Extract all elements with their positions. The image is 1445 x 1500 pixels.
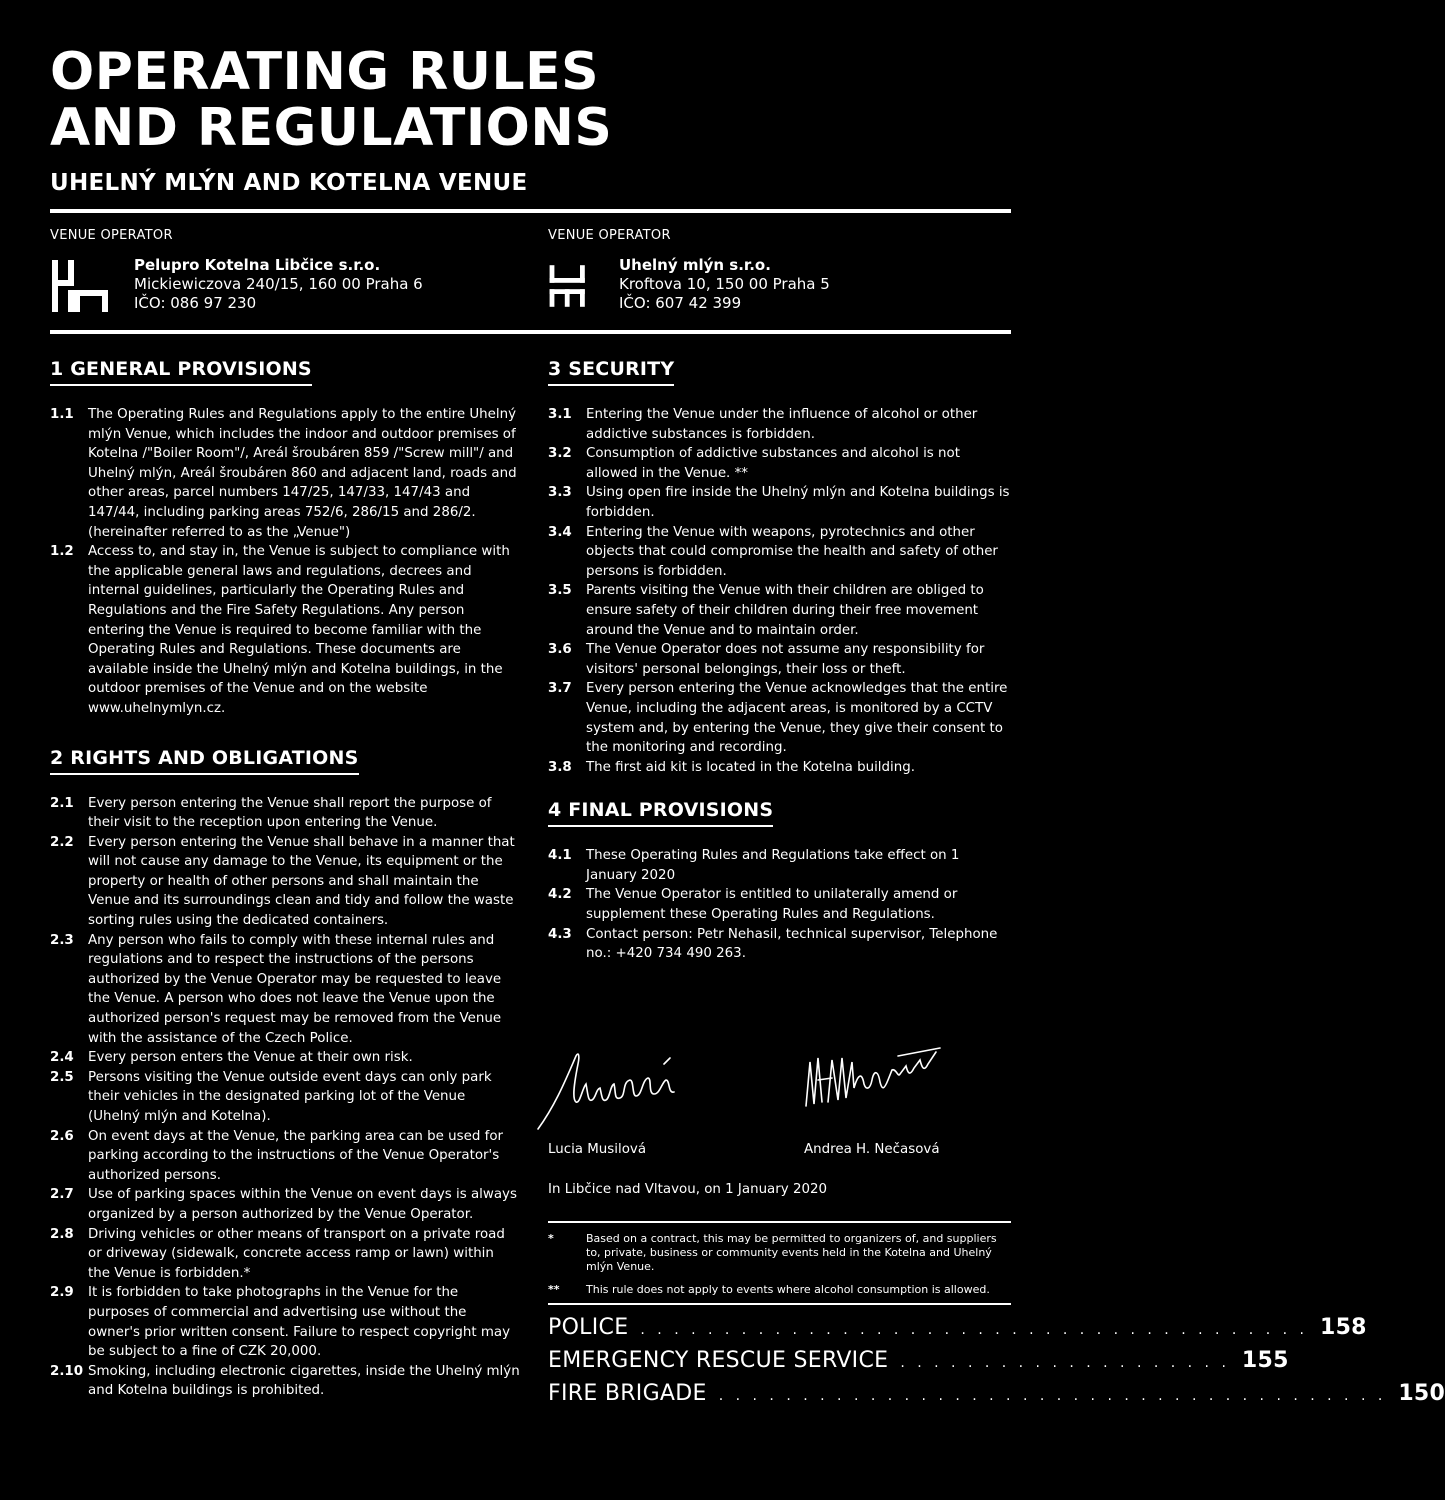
emergency-label: FIRE BRIGADE xyxy=(548,1380,707,1406)
place-and-date: In Libčice nad Vltavou, on 1 January 2020 xyxy=(548,1181,828,1197)
item-number: 2.8 xyxy=(50,1226,74,1242)
list-item xyxy=(548,483,1011,522)
page-title xyxy=(50,44,612,156)
item-text: Entering the Venue with weapons, pyrotechnics and other objects that could compromise the health and safety of other persons is forbidden. xyxy=(586,524,998,579)
item-number: 2.1 xyxy=(50,795,74,811)
item-text: Every person entering the Venue shall behave in a manner that will not cause any damage to the Venue, its equipment or the property or health of other persons and shall maintain the Venue and its surroundings clean and tidy and follow the waste sorting rules using the dedicated containers. xyxy=(88,834,515,929)
item-text: It is forbidden to take photographs in the Venue for the purposes of commercial and advertising use without the owner's prior written consent. Failure to respect copyright may be subject to a fine of CZK 20,000. xyxy=(88,1285,511,1360)
item-number: 2.9 xyxy=(50,1285,74,1301)
item-text: Consumption of addictive substances and alcohol is not allowed in the Venue. ** xyxy=(586,446,960,481)
item-text: Every person entering the Venue acknowledges that the entire Venue, including the adjacent areas, is monitored by a CCTV system and, by entering the Venue, they give their consent to the monitoring and recording. xyxy=(586,681,1008,756)
list-item xyxy=(548,640,1011,679)
emergency-numbers xyxy=(548,1314,1445,1414)
leader-dots: . . . . . . . . . . . . . . . . . . . . . . . . . . . . . . . . . . . . . . . . xyxy=(640,1321,1308,1338)
item-number: 1.2 xyxy=(50,544,74,560)
section-heading-general: 1 GENERAL PROVISIONS xyxy=(50,358,312,386)
list-item xyxy=(548,523,1011,582)
footnote-mark: ** xyxy=(548,1282,560,1296)
footnote xyxy=(548,1283,1011,1297)
emergency-number: 150 xyxy=(1398,1380,1445,1406)
item-number: 2.3 xyxy=(50,932,74,948)
list-item xyxy=(50,542,520,718)
item-text: These Operating Rules and Regulations take effect on 1 January 2020 xyxy=(586,848,960,883)
rights-obligations-list xyxy=(50,794,520,1401)
section-heading-rights: 2 RIGHTS AND OBLIGATIONS xyxy=(50,747,359,775)
item-text: The Venue Operator does not assume any responsibility for visitors' personal belongings, their loss or theft. xyxy=(586,642,985,677)
item-number: 2.2 xyxy=(50,834,74,850)
list-item xyxy=(548,444,1011,483)
list-item xyxy=(548,925,1011,964)
item-number: 2.5 xyxy=(50,1069,74,1085)
item-number: 1.1 xyxy=(50,407,74,422)
item-text: On event days at the Venue, the parking area can be used for parking according to the instructions of the Venue Operator's authorized persons. xyxy=(88,1128,504,1183)
uhelny-mlyn-logo-icon xyxy=(548,260,596,312)
item-text: Parents visiting the Venue with their children are obliged to ensure safety of their children during their free movement around the Venue and to maintain order. xyxy=(586,583,984,638)
right-column xyxy=(548,358,1445,1414)
list-item xyxy=(50,1048,520,1068)
list-item xyxy=(50,1127,520,1186)
emergency-row-fire xyxy=(548,1380,1445,1414)
left-column xyxy=(50,358,520,1401)
item-text: Every person entering the Venue shall report the purpose of their visit to the reception upon entering the Venue. xyxy=(88,795,492,831)
item-number: 3.8 xyxy=(548,759,572,775)
item-text: Contact person: Petr Nehasil, technical supervisor, Telephone no.: +420 734 490 263. xyxy=(586,926,998,962)
footnote-text: This rule does not apply to events where alcohol consumption is allowed. xyxy=(586,1282,990,1296)
page-subtitle: UHELNÝ MLÝN AND KOTELNA VENUE xyxy=(50,170,528,196)
kotelna-logo-icon xyxy=(50,260,110,312)
item-text: Using open fire inside the Uhelný mlýn and Kotelna buildings is forbidden. xyxy=(586,485,1010,520)
item-text: The Venue Operator is entitled to unilaterally amend or supplement these Operating Rules and Regulations. xyxy=(586,887,958,923)
item-number: 4.2 xyxy=(548,887,572,903)
general-provisions-list xyxy=(50,405,520,719)
header-divider xyxy=(50,209,1011,213)
signatory-name-right: Andrea H. Nečasová xyxy=(804,1141,940,1157)
footnote-text: Based on a contract, this may be permitted to organizers of, and suppliers to, private, business or community events held in the Kotelna and Uhelný mlýn Venue. xyxy=(586,1231,997,1273)
item-number: 3.1 xyxy=(548,407,572,422)
emergency-divider xyxy=(548,1303,1011,1305)
item-number: 3.5 xyxy=(548,583,572,599)
list-item xyxy=(548,758,1011,778)
footnotes-divider xyxy=(548,1221,1011,1223)
item-number: 2.6 xyxy=(50,1128,74,1144)
operator-address: Mickiewiczova 240/15, 160 00 Praha 6 xyxy=(134,275,423,293)
list-item xyxy=(50,1185,520,1224)
list-item xyxy=(548,405,1011,444)
item-text: The Operating Rules and Regulations apply to the entire Uhelný mlýn Venue, which includes the indoor and outdoor premises of Kotelna /"Boiler Room"/, Areál šroubáren 859 /"Screw mill"/ and Uhelný mlýn, Areál šroubáren 860 and adjacent land, roads and other areas, parcel numbers 147/25, 147/33, 147/43 and 147/44, including parking areas 752/6, 286/15 and 286/2. (hereinafter referred to as the „Venue") xyxy=(88,407,517,540)
item-text: Every person enters the Venue at their own risk. xyxy=(88,1050,413,1066)
list-item xyxy=(50,405,520,542)
operator-address: Kroftova 10, 150 00 Praha 5 xyxy=(619,275,830,293)
title-line-1: OPERATING RULES xyxy=(50,42,600,102)
operators-divider xyxy=(50,330,1011,334)
list-item xyxy=(548,846,1011,885)
list-item xyxy=(50,1068,520,1127)
operator-label: VENUE OPERATOR xyxy=(50,228,173,243)
signature-necasova-icon xyxy=(798,1044,948,1114)
leader-dots: . . . . . . . . . . . . . . . . . . . . xyxy=(900,1354,1230,1371)
item-text: Access to, and stay in, the Venue is subject to compliance with the applicable general laws and regulations, decrees and internal guidelines, particularly the Operating Rules and Regulations and the Fire Safety Regulations. Any person entering the Venue is required to become familiar with the Operating Rules and Regulations. These documents are available inside the Uhelný mlýn and Kotelna buildings, in the outdoor premises of the Venue and on the website www.uhelnymlyn.cz. xyxy=(88,544,510,716)
item-text: The first aid kit is located in the Kotelna building. xyxy=(586,759,915,775)
list-item xyxy=(548,581,1011,640)
operator-label: VENUE OPERATOR xyxy=(548,228,671,243)
item-text: Any person who fails to comply with these internal rules and regulations and to respect the instructions of the persons authorized by the Venue Operator may be requested to leave the Venue. A person who does not leave the Venue upon the authorized person's request may be removed from the Venue with the assistance of the Czech Police. xyxy=(88,932,502,1046)
list-item xyxy=(50,1225,520,1284)
list-item xyxy=(50,1362,520,1401)
item-text: Persons visiting the Venue outside event days can only park their vehicles in the designated parking lot of the Venue (Uhelný mlýn and Kotelna). xyxy=(88,1069,492,1124)
list-item xyxy=(50,931,520,1049)
signatures-block xyxy=(548,1044,1011,1157)
signature-musilova-icon xyxy=(536,1044,696,1134)
list-item xyxy=(50,833,520,931)
emergency-row-police xyxy=(548,1314,1367,1348)
item-number: 3.7 xyxy=(548,681,572,697)
operator-ico: IČO: 086 97 230 xyxy=(134,294,257,312)
item-text: Driving vehicles or other means of transport on a private road or driveway (sidewalk, concrete access ramp or lawn) within the Venue is forbidden.* xyxy=(88,1226,505,1281)
item-number: 3.2 xyxy=(548,446,572,462)
list-item xyxy=(50,1283,520,1361)
item-text: Entering the Venue under the influence of alcohol or other addictive substances is forbidden. xyxy=(586,407,978,442)
item-number: 3.6 xyxy=(548,642,572,658)
list-item xyxy=(548,679,1011,757)
item-number: 2.4 xyxy=(50,1050,74,1066)
emergency-number: 155 xyxy=(1241,1347,1289,1373)
emergency-label: POLICE xyxy=(548,1314,629,1340)
operator-uhelny-mlyn xyxy=(548,228,1018,318)
item-number: 3.3 xyxy=(548,485,572,501)
operator-ico: IČO: 607 42 399 xyxy=(619,294,742,312)
signatory-name-left: Lucia Musilová xyxy=(548,1141,647,1157)
item-number: 4.1 xyxy=(548,848,572,864)
item-number: 4.3 xyxy=(548,926,572,942)
section-heading-security: 3 SECURITY xyxy=(548,358,674,386)
footnote-mark: * xyxy=(548,1231,554,1245)
emergency-label: EMERGENCY RESCUE SERVICE xyxy=(548,1347,889,1373)
item-text: Use of parking spaces within the Venue on event days is always organized by a person authorized by the Venue Operator. xyxy=(88,1187,517,1222)
item-number: 2.10 xyxy=(50,1363,84,1379)
list-item xyxy=(548,885,1011,924)
list-item xyxy=(50,794,520,833)
emergency-row-rescue xyxy=(548,1347,1289,1381)
final-provisions-list xyxy=(548,846,1011,964)
security-list xyxy=(548,405,1011,777)
operator-name: Pelupro Kotelna Libčice s.r.o. xyxy=(134,256,381,274)
leader-dots: . . . . . . . . . . . . . . . . . . . . . . . . . . . . . . . . . . . . . . . . xyxy=(718,1387,1387,1404)
emergency-number: 158 xyxy=(1319,1314,1367,1340)
item-text: Smoking, including electronic cigarettes, inside the Uhelný mlýn and Kotelna buildings is prohibited. xyxy=(88,1363,520,1399)
section-heading-final: 4 FINAL PROVISIONS xyxy=(548,799,773,827)
operator-kotelna xyxy=(50,228,520,318)
footnote xyxy=(548,1232,1011,1274)
item-number: 3.4 xyxy=(548,524,572,540)
title-line-2: AND REGULATIONS xyxy=(50,98,613,158)
operator-name: Uhelný mlýn s.r.o. xyxy=(619,256,771,274)
item-number: 2.7 xyxy=(50,1187,74,1203)
